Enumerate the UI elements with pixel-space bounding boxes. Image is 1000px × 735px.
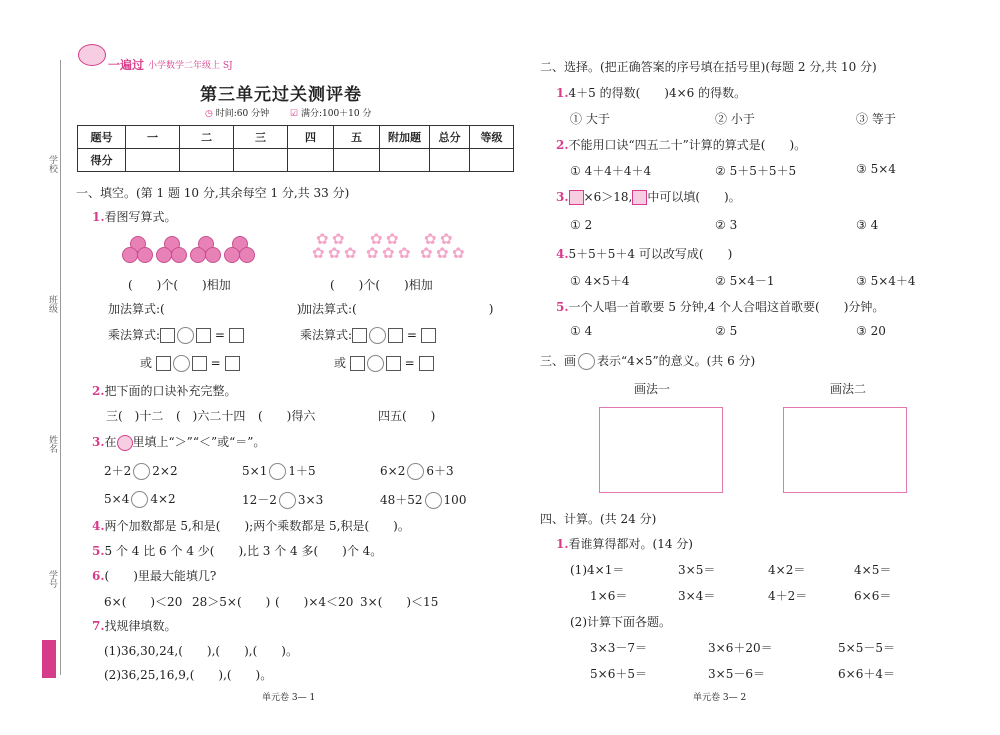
q6-text: ( )里最大能填几?: [104, 569, 217, 583]
eq-sign: =: [210, 356, 221, 370]
pattern-line-2: (2)36,25,16,9,( ),( )。: [104, 668, 273, 682]
compare-circle[interactable]: [269, 463, 286, 480]
calc-item: 3×3－7＝: [590, 641, 647, 655]
table-cell: 一: [126, 126, 180, 149]
compare-left: 6×2: [380, 464, 406, 478]
calc-item: 4×5＝: [854, 563, 892, 577]
or-label: 或: [140, 356, 153, 370]
answer-box[interactable]: [156, 356, 171, 371]
caption-stars: ( )个( )相加: [330, 278, 433, 292]
table-cell: 四: [288, 126, 334, 149]
square-icon: [632, 190, 647, 205]
option[interactable]: ① 2: [570, 218, 593, 232]
clock-icon: ◷: [205, 109, 213, 119]
side-logo: [42, 640, 56, 678]
compare-left: 2＋2: [104, 464, 132, 478]
drawing-area-1[interactable]: [599, 407, 723, 493]
section2-heading: 二、选择。(把正确答案的序号填在括号里)(每题 2 分,共 10 分): [540, 60, 877, 74]
full-score: 满分:100＋10 分: [300, 109, 372, 119]
calc-item: (1)4×1＝: [570, 563, 625, 577]
compare-right: 1＋5: [288, 464, 316, 478]
answer-box[interactable]: [225, 356, 240, 371]
caption-apples: ( )个( )相加: [128, 278, 231, 292]
q-number: 1.: [556, 537, 569, 551]
mul-label: 乘法算式:: [300, 328, 353, 342]
answer-box[interactable]: [229, 328, 244, 343]
way1-label: 画法一: [634, 382, 671, 396]
option[interactable]: ② 5: [715, 324, 738, 338]
eq-sign: =: [404, 356, 415, 370]
q5-text: 5 个 4 比 6 个 4 少( ),比 3 个 4 多( )个 4。: [104, 544, 383, 558]
table-cell: 题号: [78, 126, 126, 149]
calc-item: 3×5＝: [678, 563, 716, 577]
q-number: 1.: [556, 86, 569, 100]
answer-box[interactable]: [419, 356, 434, 371]
table-cell: 总分: [430, 126, 470, 149]
option[interactable]: ① 大于: [570, 112, 610, 126]
compare-circle[interactable]: [279, 492, 296, 509]
table-cell: 三: [234, 126, 288, 149]
option[interactable]: ③ 5×4: [856, 162, 896, 176]
compare-circle[interactable]: [425, 492, 442, 509]
q-number: 2.: [556, 138, 569, 152]
answer-circle[interactable]: [177, 327, 194, 344]
answer-box[interactable]: [350, 356, 365, 371]
option[interactable]: ① 4＋4＋4＋4: [570, 164, 652, 178]
choice-question: 4＋5 的得数( )4×6 的得数。: [568, 86, 747, 100]
fill-item: 28＞5×( ): [192, 595, 271, 609]
q7-text: 找规律填数。: [104, 619, 177, 633]
way2-label: 画法二: [830, 382, 867, 396]
answer-circle[interactable]: [173, 355, 190, 372]
footer-right: 单元卷 3— 2: [693, 693, 747, 703]
answer-box[interactable]: [352, 328, 367, 343]
compare-left: 48＋52: [380, 493, 423, 507]
answer-box[interactable]: [388, 328, 403, 343]
fill-item: ( )×4＜20: [275, 595, 354, 609]
choice-question: 5＋5＋5＋4 可以改写成( ): [568, 247, 733, 261]
q2-text: 把下面的口诀补充完整。: [104, 384, 237, 398]
q1-text: 看图写算式。: [104, 210, 177, 224]
table-cell: 二: [180, 126, 234, 149]
eq-sign: =: [214, 328, 225, 342]
calc-item: 3×6＋20＝: [708, 641, 773, 655]
option[interactable]: ② 5×4－1: [715, 274, 775, 288]
choice-question: ×6＞18,: [583, 190, 633, 204]
section3-heading-b: 表示“4×5”的意义。(共 6 分): [597, 354, 756, 368]
compare-right: 2×2: [152, 464, 178, 478]
q-number: 4.: [92, 519, 105, 533]
score-cell[interactable]: [234, 149, 288, 172]
binding-line: [60, 60, 61, 675]
page-title: 第三单元过关测评卷: [200, 85, 362, 105]
q3-text-b: 里填上“＞”“＜”或“＝”。: [132, 435, 266, 449]
option[interactable]: ③ 4: [856, 218, 879, 232]
calc-item: 6×6＝: [854, 589, 892, 603]
rhyme-item: ( )得六: [258, 409, 316, 423]
choice-question: 中可以填( )。: [647, 190, 741, 204]
compare-left: 5×4: [104, 492, 130, 506]
circle-icon: [578, 353, 595, 370]
check-icon: ☑: [290, 109, 299, 119]
answer-box[interactable]: [196, 328, 211, 343]
calc-item: 6×6＋4＝: [838, 667, 895, 681]
footer-left: 单元卷 3— 1: [262, 693, 316, 703]
score-cell[interactable]: [430, 149, 470, 172]
q-number: 1.: [92, 210, 105, 224]
section4-heading: 四、计算。(共 24 分): [540, 512, 657, 526]
fill-item: 6×( )＜20: [104, 595, 183, 609]
brand-logo: 一遍过: [108, 58, 145, 72]
book-subtitle: 小学数学二年级上 SJ: [148, 61, 233, 71]
choice-question: 不能用口诀“四五二十”计算的算式是( )。: [568, 138, 807, 152]
q-number: 6.: [92, 569, 105, 583]
calc-item: 5×5－5＝: [838, 641, 895, 655]
answer-box[interactable]: [160, 328, 175, 343]
number-label: 学号: [47, 570, 57, 588]
compare-circle[interactable]: [131, 491, 148, 508]
mul-label: 乘法算式:: [108, 328, 161, 342]
option[interactable]: ③ 20: [856, 324, 886, 338]
or-label: 或: [334, 356, 347, 370]
calc-item: 5×6＋5＝: [590, 667, 647, 681]
option[interactable]: ① 4×5＋4: [570, 274, 630, 288]
score-cell[interactable]: [380, 149, 430, 172]
table-cell: 附加题: [380, 126, 430, 149]
section3-heading-a: 三、画: [540, 354, 577, 368]
q-number: 2.: [92, 384, 105, 398]
add-expr-b: 加法算式:( ): [300, 302, 494, 316]
class-label: 班级: [47, 295, 57, 313]
calc-item: 3×5－6＝: [708, 667, 765, 681]
q-number: 4.: [556, 247, 569, 261]
answer-circle[interactable]: [367, 355, 384, 372]
answer-circle[interactable]: [369, 327, 386, 344]
option[interactable]: ③ 等于: [856, 112, 896, 126]
calc-item: 4＋2＝: [768, 589, 808, 603]
compare-left: 12－2: [242, 493, 277, 507]
eq-sign: =: [406, 328, 417, 342]
name-label: 姓名: [47, 435, 57, 453]
compare-right: 100: [443, 493, 467, 507]
school-label: 学校: [47, 155, 57, 173]
q-number: 5.: [92, 544, 105, 558]
q3-text-a: 在: [104, 435, 117, 449]
answer-box[interactable]: [421, 328, 436, 343]
add-expr-a: 加法算式:( ): [108, 302, 302, 316]
compare-right: 6＋3: [426, 464, 454, 478]
q-number: 7.: [92, 619, 105, 633]
compare-right: 4×2: [150, 492, 176, 506]
rhyme-item: 三( )十二: [106, 409, 164, 423]
compare-left: 5×1: [242, 464, 268, 478]
table-cell: 五: [334, 126, 380, 149]
calc-item: 3×4＝: [678, 589, 716, 603]
section1-heading: 一、填空。(第 1 题 10 分,其余每空 1 分,共 33 分): [76, 186, 350, 200]
option[interactable]: ② 5＋5＋5＋5: [715, 164, 797, 178]
q-number: 3.: [92, 435, 105, 449]
q4-text: 两个加数都是 5,和是( );两个乘数都是 5,积是( )。: [104, 519, 410, 533]
choice-question: 一个人唱一首歌要 5 分钟,4 个人合唱这首歌要( )分钟。: [568, 300, 885, 314]
square-icon: [569, 190, 584, 205]
pattern-line-1: (1)36,30,24,( ),( ),( )。: [104, 644, 298, 658]
option[interactable]: ② 小于: [715, 112, 755, 126]
calc-subtitle: (2)计算下面各题。: [570, 615, 671, 629]
q-number: 3.: [556, 190, 569, 204]
option[interactable]: ③ 5×4＋4: [856, 274, 916, 288]
score-cell[interactable]: [334, 149, 380, 172]
table-cell: 得分: [78, 149, 126, 172]
rhyme-item: ( )六二十四: [176, 409, 246, 423]
rhyme-item: 四五( ): [378, 409, 436, 423]
compare-circle[interactable]: [133, 463, 150, 480]
score-cell[interactable]: [288, 149, 334, 172]
score-table: [77, 125, 514, 172]
answer-box[interactable]: [386, 356, 401, 371]
drawing-area-2[interactable]: [783, 407, 907, 493]
circle-icon: [117, 435, 133, 451]
compare-circle[interactable]: [407, 463, 424, 480]
compare-right: 3×3: [297, 493, 324, 507]
score-cell[interactable]: [180, 149, 234, 172]
option[interactable]: ① 4: [570, 324, 593, 338]
table-cell: 等级: [470, 126, 514, 149]
mascot-icon: [78, 44, 106, 66]
q-number: 5.: [556, 300, 569, 314]
calc-item: 4×2＝: [768, 563, 806, 577]
calc-item: 1×6＝: [590, 589, 628, 603]
answer-box[interactable]: [192, 356, 207, 371]
fill-item: 3×( )＜15: [360, 595, 439, 609]
score-cell[interactable]: [126, 149, 180, 172]
time-limit: 时间:60 分钟: [215, 109, 270, 119]
score-cell[interactable]: [470, 149, 514, 172]
option[interactable]: ② 3: [715, 218, 738, 232]
calc-title: 看谁算得都对。(14 分): [568, 537, 693, 551]
